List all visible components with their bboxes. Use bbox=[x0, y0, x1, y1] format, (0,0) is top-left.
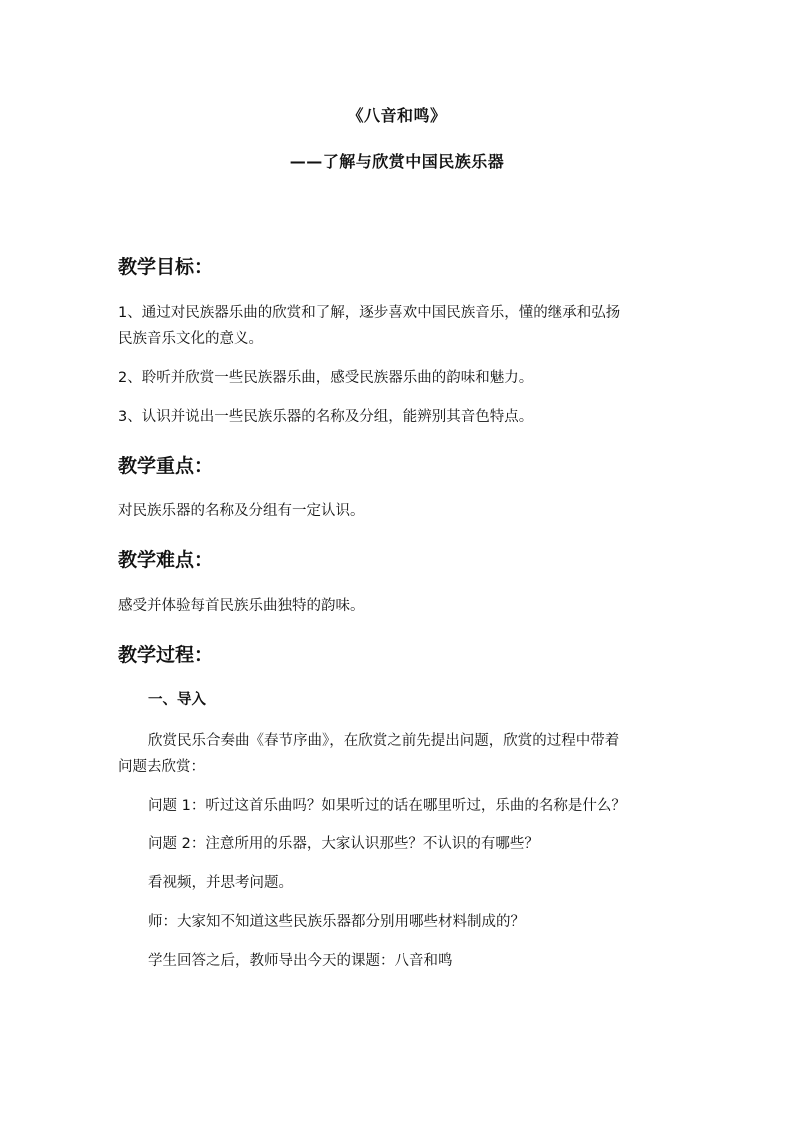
objectives-heading: 教学目标： bbox=[118, 256, 214, 278]
teacher-question: 师：大家知不知道这些民族乐器都分别用哪些材料制成的？ bbox=[148, 914, 525, 930]
document-subtitle: ——了解与欣赏中国民族乐器 bbox=[289, 152, 505, 171]
key-points-text: 对民族乐器的名称及分组有一定认识。 bbox=[118, 503, 365, 519]
intro-line-2: 问题去欣赏： bbox=[118, 759, 205, 775]
intro-line-1: 欣赏民乐合奏曲《春节序曲》，在欣赏之前先提出问题，欣赏的过程中带着 bbox=[148, 733, 620, 749]
objective-1-line-2: 民族音乐文化的意义。 bbox=[118, 331, 263, 347]
key-points-heading: 教学重点： bbox=[118, 455, 214, 477]
process-heading: 教学过程： bbox=[118, 644, 214, 666]
question-1: 问题 1：听过这首乐曲吗？如果听过的话在哪里听过，乐曲的名称是什么？ bbox=[148, 798, 626, 814]
document-title: 《八音和鸣》 bbox=[347, 106, 447, 125]
difficulties-heading: 教学难点： bbox=[118, 549, 214, 571]
objective-3: 3、认识并说出一些民族乐器的名称及分组，能辨别其音色特点。 bbox=[118, 409, 534, 425]
objective-1-line-1: 1、通过对民族器乐曲的欣赏和了解，逐步喜欢中国民族音乐，懂的继承和弘扬 bbox=[118, 305, 621, 321]
objective-2: 2、聆听并欣赏一些民族器乐曲，感受民族器乐曲的韵味和魅力。 bbox=[118, 370, 534, 386]
watch-instruction: 看视频，并思考问题。 bbox=[148, 875, 293, 891]
conclusion: 学生回答之后，教师导出今天的课题：八音和鸣 bbox=[148, 953, 453, 969]
difficulties-text: 感受并体验每首民族乐曲独特的韵味。 bbox=[118, 598, 365, 614]
section-1-title: 一、导入 bbox=[148, 692, 206, 708]
question-2: 问题 2：注意所用的乐器，大家认识那些？不认识的有哪些？ bbox=[148, 836, 539, 852]
